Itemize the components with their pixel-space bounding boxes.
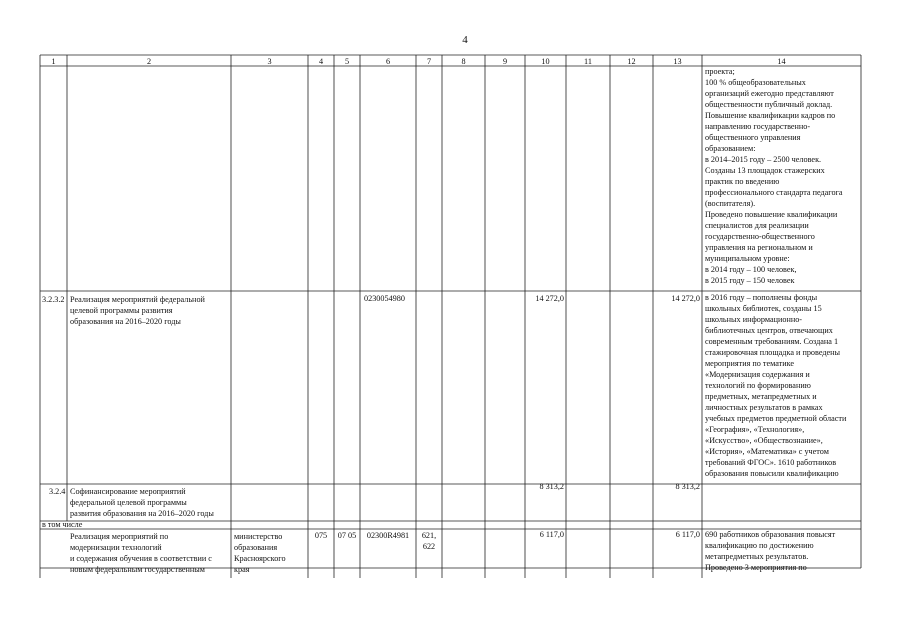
text-line: управления на региональном и <box>705 243 813 252</box>
row-col13-value: 6 117,0 <box>675 530 700 539</box>
text-line: в 2016 году – пополнены фонды <box>705 293 818 302</box>
row-name-line: федеральной целевой программы <box>70 498 187 507</box>
text-line: практик по введению <box>705 177 780 186</box>
header-col-10: 10 <box>541 57 550 66</box>
text-line: Проведено повышение квалификации <box>705 210 838 219</box>
text-line: стажировочная площадка и проведены <box>705 348 841 357</box>
text-line: Проведено 3 мероприятия по <box>705 563 807 572</box>
text-line: личностных результатов в рамках <box>705 403 823 412</box>
text-line: Повышение квалификации кадров по <box>705 111 836 120</box>
header-col-7: 7 <box>426 57 432 66</box>
page-number: 4 <box>462 34 468 46</box>
header-col-1: 1 <box>51 57 56 66</box>
text-line: муниципальном уровне: <box>705 254 790 263</box>
text-line: государственно-общественного <box>705 232 815 241</box>
row-col10-value: 6 117,0 <box>539 530 564 539</box>
text-line: современным требованиям. Создана 1 <box>705 337 839 346</box>
text-line: специалистов для реализации <box>705 221 809 230</box>
row-col7-line: 622 <box>422 542 436 551</box>
header-col-3: 3 <box>267 57 272 66</box>
header-col-9: 9 <box>502 57 508 66</box>
row-code: 0230054980 <box>364 294 405 303</box>
row-name-line: Софинансирование мероприятий <box>70 487 186 496</box>
row-col10-value: 8 313,2 <box>539 482 564 491</box>
header-col-11: 11 <box>584 57 592 66</box>
text-line: «История», «Математика» с учетом <box>705 447 829 456</box>
header-col-2: 2 <box>146 57 152 66</box>
row-col7-line: 621, <box>421 531 437 540</box>
header-col-8: 8 <box>461 57 466 66</box>
header-col-13: 13 <box>673 57 682 66</box>
text-line: библиотечных центров, отвечающих <box>705 326 833 335</box>
text-line: технологий по формированию <box>705 381 811 390</box>
ministry-line: образования <box>234 543 278 552</box>
text-line: в 2014–2015 году – 2500 человек. <box>705 155 822 164</box>
row-col5-value: 07 05 <box>337 531 357 540</box>
row-name-line: Реализация мероприятий федеральной <box>70 295 205 304</box>
text-line: метапредметных результатов. <box>705 552 809 561</box>
header-col-5: 5 <box>344 57 350 66</box>
row-name-line: и содержания обучения в соответствии с <box>70 554 212 563</box>
row-name-line: новым федеральным государственным <box>70 565 205 574</box>
row-col13-value: 14 272,0 <box>671 294 700 303</box>
text-line: учебных предметов предметной области <box>705 414 847 423</box>
text-line: школьных библиотек, созданы 15 <box>705 304 822 313</box>
text-line: «Искусство», «Обществознание», <box>705 436 823 445</box>
header-col-4: 4 <box>318 57 324 66</box>
text-line: общественности публичный доклад. <box>705 100 833 109</box>
row-col10-value: 14 272,0 <box>535 294 564 303</box>
row-code: 02300R4981 <box>366 531 410 540</box>
text-line: «Модернизация содержания и <box>705 370 810 379</box>
text-line: предметных, метапредметных и <box>705 392 817 401</box>
ministry-line: края <box>234 565 250 574</box>
text-line: «География», «Технология», <box>705 425 805 434</box>
ministry-line: Красноярского <box>234 554 286 563</box>
row-number: 3.2.3.2 <box>42 295 65 304</box>
text-line: организаций ежегодно представляют <box>705 89 834 98</box>
text-line: Созданы 13 площадок стажерских <box>705 166 825 175</box>
row-name-line: целевой программы развития <box>70 306 173 315</box>
text-line: квалификацию по достижению <box>705 541 814 550</box>
header-col-14: 14 <box>777 57 786 66</box>
text-line: образования повысили квалификацию <box>705 469 839 478</box>
text-line: 100 % общеобразовательных <box>705 78 806 87</box>
header-col-6: 6 <box>385 57 391 66</box>
text-line: общественного управления <box>705 133 801 142</box>
row-name-line: Реализация мероприятий по <box>70 532 169 541</box>
row-col4-value: 075 <box>314 531 328 540</box>
text-line: направлению государственно- <box>705 122 811 131</box>
text-line: в 2015 году – 150 человек <box>705 276 795 285</box>
text-line: проекта; <box>705 67 735 76</box>
ministry-line: министерство <box>234 532 283 541</box>
text-line: образованием: <box>705 144 756 153</box>
text-line: требований ФГОС». 1610 работников <box>705 458 837 467</box>
row-name-line: модернизации технологий <box>70 543 162 552</box>
header-col-12: 12 <box>627 57 636 66</box>
text-line: школьных информационно- <box>705 315 803 324</box>
row-name-line: образования на 2016–2020 годы <box>70 317 181 326</box>
text-line: мероприятия по тематике <box>705 359 795 368</box>
text-line: 690 работников образования повысят <box>705 530 836 539</box>
including-label: в том числе <box>42 520 83 529</box>
text-line: (воспитателя). <box>705 199 756 208</box>
text-line: в 2014 году – 100 человек, <box>705 265 797 274</box>
text-line: профессионального стандарта педагога <box>705 188 843 197</box>
row-col13-value: 8 313,2 <box>675 482 700 491</box>
row-name-line: развития образования на 2016–2020 годы <box>70 509 214 518</box>
row-number: 3.2.4 <box>49 487 66 496</box>
